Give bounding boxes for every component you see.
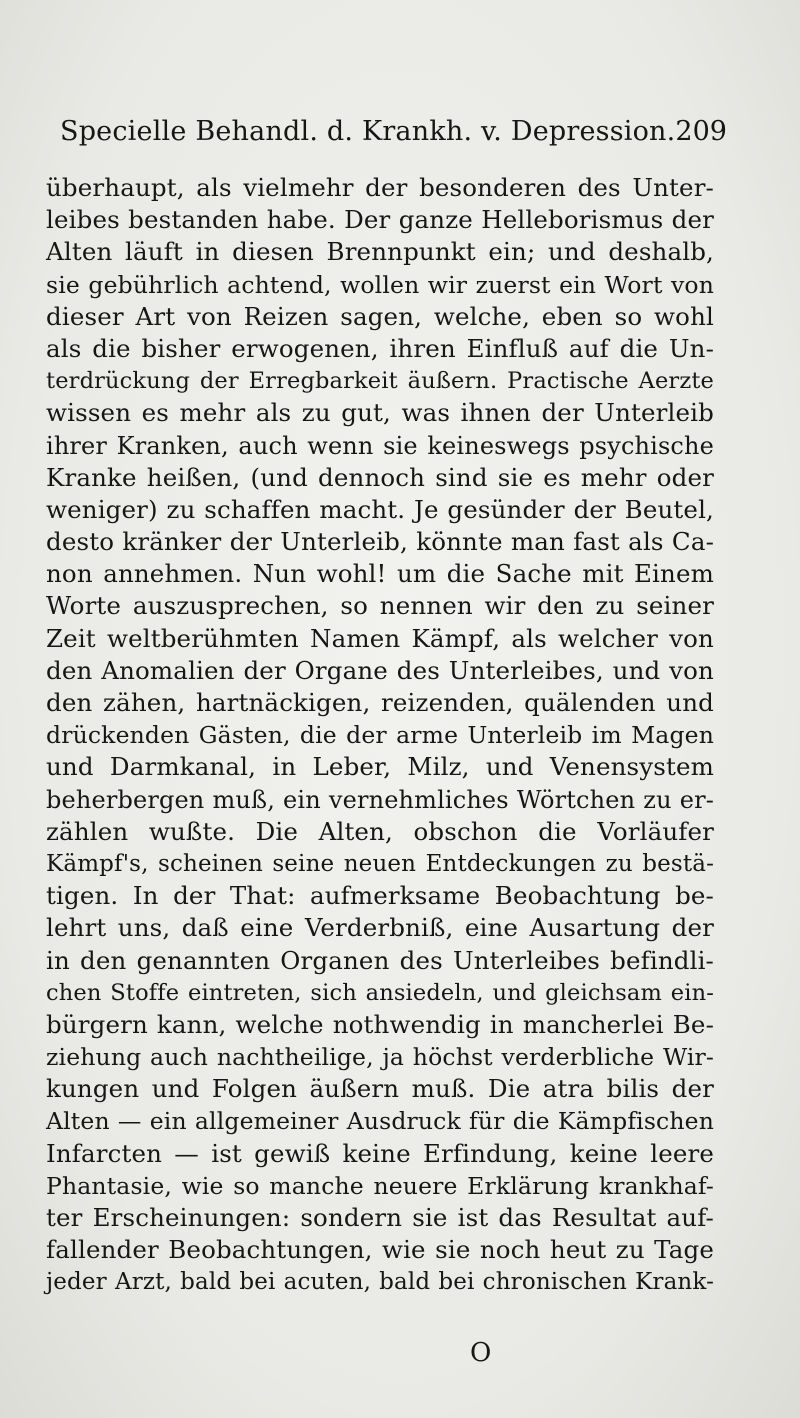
text-line: bürgern kann, welche nothwendig in mancherlei Be- — [46, 1009, 714, 1039]
signature-mark: O — [470, 1338, 492, 1368]
page-number: 209 — [675, 116, 727, 147]
text-line: Phantasie, wie so manche neuere Erklärung krankhaf- — [46, 1171, 714, 1200]
text-line: desto kränker der Unterleib, könnte man fast als Ca- — [46, 527, 714, 557]
text-line: dieser Art von Reizen sagen, welche, eben so wohl — [46, 301, 714, 331]
text-line: lehrt uns, daß eine Verderbniß, eine Ausartung der — [46, 913, 714, 943]
text-line: überhaupt, als vielmehr der besonderen des Unter- — [46, 173, 714, 202]
text-line: terdrückung der Erregbarkeit äußern. Practische Aerzte — [46, 368, 714, 395]
text-line: zählen wußte. Die Alten, obschon die Vorläufer — [46, 816, 714, 846]
text-line: Alten läuft in diesen Brennpunkt ein; und deshalb, — [46, 237, 714, 267]
text-line: Worte auszusprechen, so nennen wir den zu seiner — [46, 591, 714, 621]
text-line: als die bisher erwogenen, ihren Einfluß auf die Un- — [46, 333, 714, 363]
text-line: drückenden Gästen, die der arme Unterleib im Magen — [46, 721, 714, 750]
text-line: Infarcten — ist gewiß keine Erfindung, keine leere — [46, 1138, 714, 1168]
text-line: in den genannten Organen des Unterleibes befindli- — [46, 945, 714, 975]
text-line: chen Stoffe eintreten, sich ansiedeln, und gleichsam ein- — [46, 979, 714, 1006]
text-line: den Anomalien der Organe des Unterleibes, und von — [46, 655, 714, 685]
text-line: Zeit weltberühmten Namen Kämpf, als welcher von — [46, 623, 714, 653]
text-line: leibes bestanden habe. Der ganze Helleborismus der — [46, 205, 714, 235]
text-line: ter Erscheinungen: sondern sie ist das Resultat auf- — [46, 1203, 714, 1232]
text-line: wissen es mehr als zu gut, was ihnen der Unterleib — [46, 398, 714, 428]
text-line: Kranke heißen, (und dennoch sind sie es mehr oder — [46, 462, 714, 492]
text-line: non annehmen. Nun wohl! um die Sache mit Einem — [46, 559, 714, 589]
text-line: fallender Beobachtungen, wie sie noch heut zu Tage — [46, 1235, 714, 1265]
text-line: weniger) zu schaffen macht. Je gesünder der Beutel, — [46, 494, 714, 524]
running-head: Specielle Behandl. d. Krankh. v. Depression. — [60, 116, 676, 147]
text-line: ziehung auch nachtheilige, ja höchst verderbliche Wir- — [46, 1043, 714, 1072]
text-line: Kämpf's, scheinen seine neuen Entdeckungen zu bestä- — [46, 850, 714, 877]
body-text — [46, 172, 714, 1299]
text-line: sie gebührlich achtend, wollen wir zuerst ein Wort von — [46, 270, 714, 299]
page-header — [60, 116, 727, 156]
text-line: den zähen, hartnäckigen, reizenden, quälenden und — [46, 688, 714, 717]
text-line: jeder Arzt, bald bei acuten, bald bei chronischen Krank- — [46, 1269, 714, 1296]
text-line: Alten — ein allgemeiner Ausdruck für die Kämpfischen — [46, 1107, 714, 1136]
text-line: beherbergen muß, ein vernehmliches Wörtchen zu er- — [46, 785, 714, 814]
text-line: ihrer Kranken, auch wenn sie keineswegs psychische — [46, 431, 714, 460]
text-line: und Darmkanal, in Leber, Milz, und Venensystem — [46, 752, 714, 782]
text-line: tigen. In der That: aufmerksame Beobachtung be- — [46, 881, 714, 911]
text-line: kungen und Folgen äußern muß. Die atra bilis der — [46, 1074, 714, 1104]
